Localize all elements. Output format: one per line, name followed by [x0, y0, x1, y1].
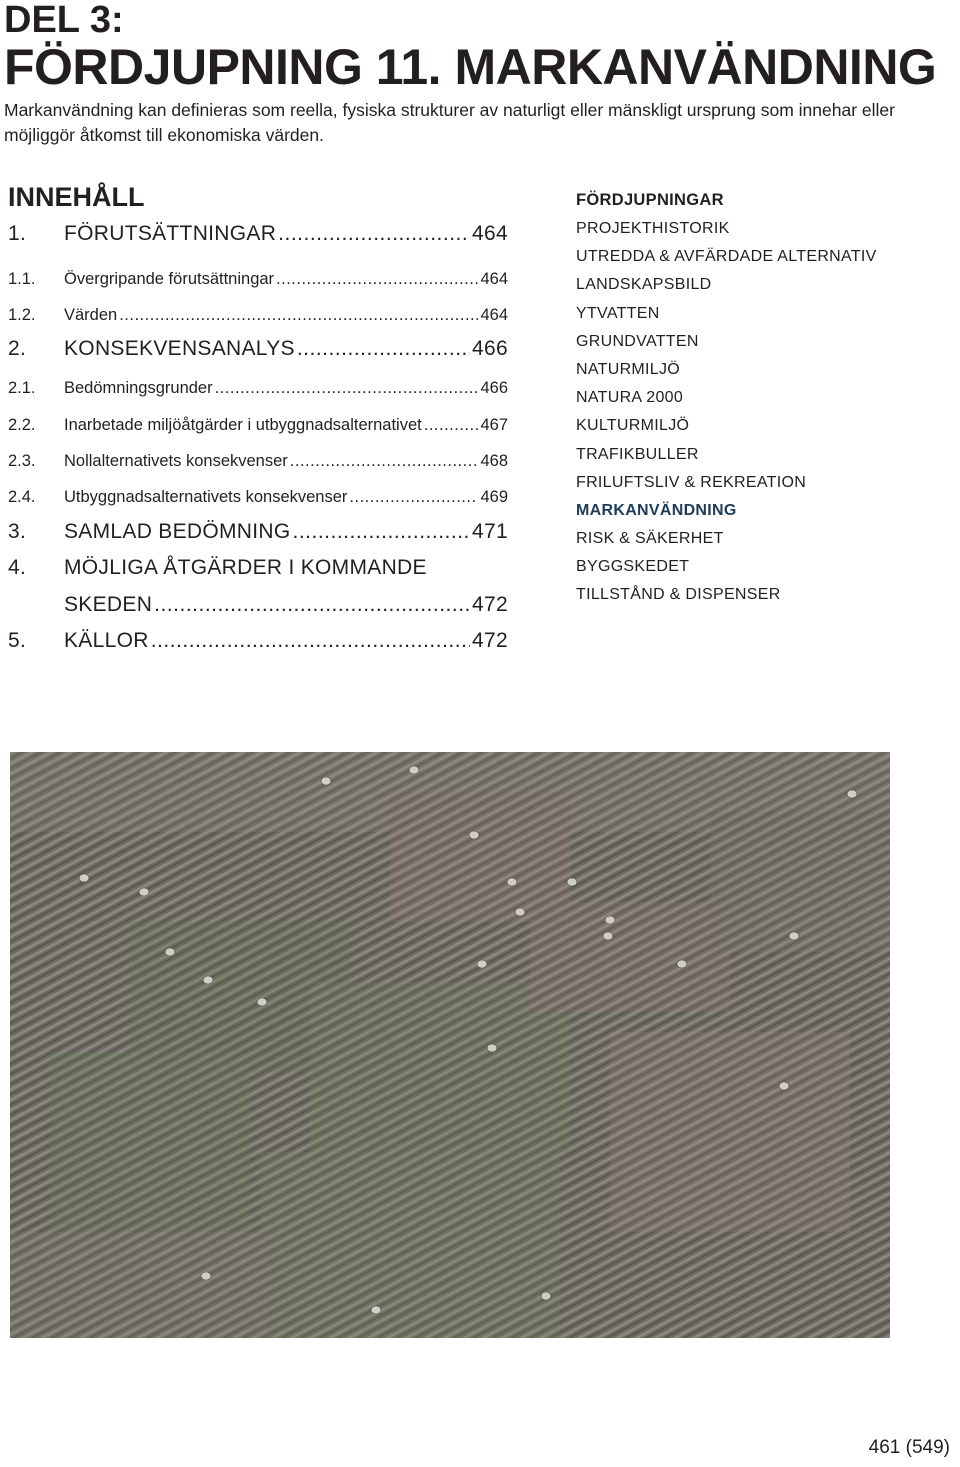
toc-entry-2-3[interactable]	[8, 452, 508, 471]
toc-page: 468	[480, 452, 508, 470]
toc-leader	[215, 379, 479, 398]
toc-leader	[293, 520, 471, 544]
toc-title: Nollalternativets konsekvenser	[64, 452, 288, 470]
part-label: DEL 3:	[4, 0, 124, 41]
sidebar-item-risk-sakerhet[interactable]: RISK & SÄKERHET	[576, 530, 724, 548]
toc-number: 2.1.	[8, 379, 36, 397]
sidebar-item-landskapsbild[interactable]: LANDSKAPSBILD	[576, 276, 712, 294]
toc-title: Värden	[64, 306, 118, 324]
toc-number: 1.	[8, 222, 27, 245]
sidebar-item-projekthistorik[interactable]: PROJEKTHISTORIK	[576, 220, 730, 237]
toc-leader	[278, 222, 470, 246]
sidebar-item-markanvandning[interactable]: MARKANVÄNDNING	[576, 501, 737, 519]
toc-page: 472	[472, 629, 508, 652]
toc-title: SKEDEN	[64, 593, 153, 616]
toc-number: 2.2.	[8, 416, 36, 434]
toc-number: 1.2.	[8, 306, 36, 324]
toc-number: 5.	[8, 629, 27, 652]
sidebar-item-naturmiljo[interactable]: NATURMILJÖ	[576, 360, 681, 378]
toc-number: 2.	[8, 337, 27, 360]
page-title: FÖRDJUPNING 11. MARKANVÄNDNING	[4, 39, 937, 95]
toc-title: MÖJLIGA ÅTGÄRDER I KOMMANDE	[64, 556, 427, 579]
sidebar-item-tillstand[interactable]: TILLSTÅND & DISPENSER	[576, 586, 781, 604]
page-number: 461 (549)	[868, 1437, 950, 1458]
sidebar-item-byggskedet[interactable]: BYGGSKEDET	[576, 558, 690, 576]
sidebar-item-alternativ[interactable]: UTREDDA & AVFÄRDADE ALTERNATIV	[576, 248, 877, 266]
toc-leader	[349, 488, 478, 507]
toc-leader	[297, 337, 470, 361]
toc-page: 466	[480, 379, 508, 397]
sidebar-item-trafikbuller[interactable]: TRAFIKBULLER	[576, 445, 699, 463]
sidebar-heading: FÖRDJUPNINGAR	[576, 191, 724, 209]
toc-leader	[154, 593, 470, 617]
toc-number: 4.	[8, 556, 27, 579]
toc-page: 471	[472, 520, 508, 543]
toc-title: Inarbetade miljöåtgärder i utbyggnadsalternativet	[64, 416, 422, 434]
toc-entry-2-4[interactable]	[8, 488, 508, 507]
sidebar-item-grundvatten[interactable]: GRUNDVATTEN	[576, 332, 699, 350]
toc-page: 467	[480, 416, 508, 434]
toc-leader	[119, 306, 478, 325]
toc-page: 469	[480, 488, 508, 506]
sidebar-item-ytvatten[interactable]: YTVATTEN	[576, 304, 660, 322]
toc-page: 466	[472, 337, 508, 360]
sidebar-item-natura-2000[interactable]: NATURA 2000	[576, 389, 684, 407]
toc-page: 472	[472, 593, 508, 616]
toc-entry-2-1[interactable]	[8, 379, 508, 398]
toc-leader	[151, 629, 470, 653]
toc-number: 2.4.	[8, 488, 36, 506]
toc-page: 464	[472, 222, 508, 245]
toc-leader	[276, 270, 478, 289]
toc-title: Utbyggnadsalternativets konsekvenser	[64, 488, 348, 506]
toc-title: SAMLAD BEDÖMNING	[64, 520, 291, 543]
toc-page: 464	[480, 270, 508, 288]
toc-leader	[424, 416, 479, 435]
sidebar-list	[576, 217, 956, 612]
toc-entry-1-2[interactable]	[8, 306, 508, 325]
toc-entry-3[interactable]	[8, 520, 508, 544]
toc-number: 2.3.	[8, 452, 36, 470]
toc-entry-1[interactable]	[8, 222, 508, 246]
toc-number: 3.	[8, 520, 27, 543]
toc-entry-2-2[interactable]	[8, 416, 508, 435]
toc-page: 464	[480, 306, 508, 324]
toc-entry-5[interactable]	[8, 629, 508, 653]
toc-title: Övergripande förutsättningar	[64, 270, 275, 288]
aerial-field-photo	[10, 752, 890, 1338]
toc-title: FÖRUTSÄTTNINGAR	[64, 222, 277, 245]
toc-title: KONSEKVENSANALYS	[64, 337, 295, 360]
toc-number: 1.1.	[8, 270, 36, 288]
toc-entry-4-continued[interactable]	[8, 593, 508, 617]
toc-entry-2[interactable]	[8, 337, 508, 361]
toc-title: KÄLLOR	[64, 629, 149, 652]
sidebar-item-kulturmiljo[interactable]: KULTURMILJÖ	[576, 417, 690, 435]
intro-text: Markanvändning kan definieras som reella, fysiska strukturer av naturligt eller mänskligt ursprung som innehar eller möjliggör åtkomst till ekonomiska värden.	[4, 100, 895, 145]
toc-leader	[290, 452, 479, 471]
toc-heading: INNEHÅLL	[8, 182, 145, 212]
toc-entry-1-1[interactable]	[8, 270, 508, 289]
toc-entry-4[interactable]	[8, 556, 508, 580]
toc-title: Bedömningsgrunder	[64, 379, 213, 397]
sidebar-item-friluftsliv[interactable]: FRILUFTSLIV & REKREATION	[576, 473, 807, 491]
